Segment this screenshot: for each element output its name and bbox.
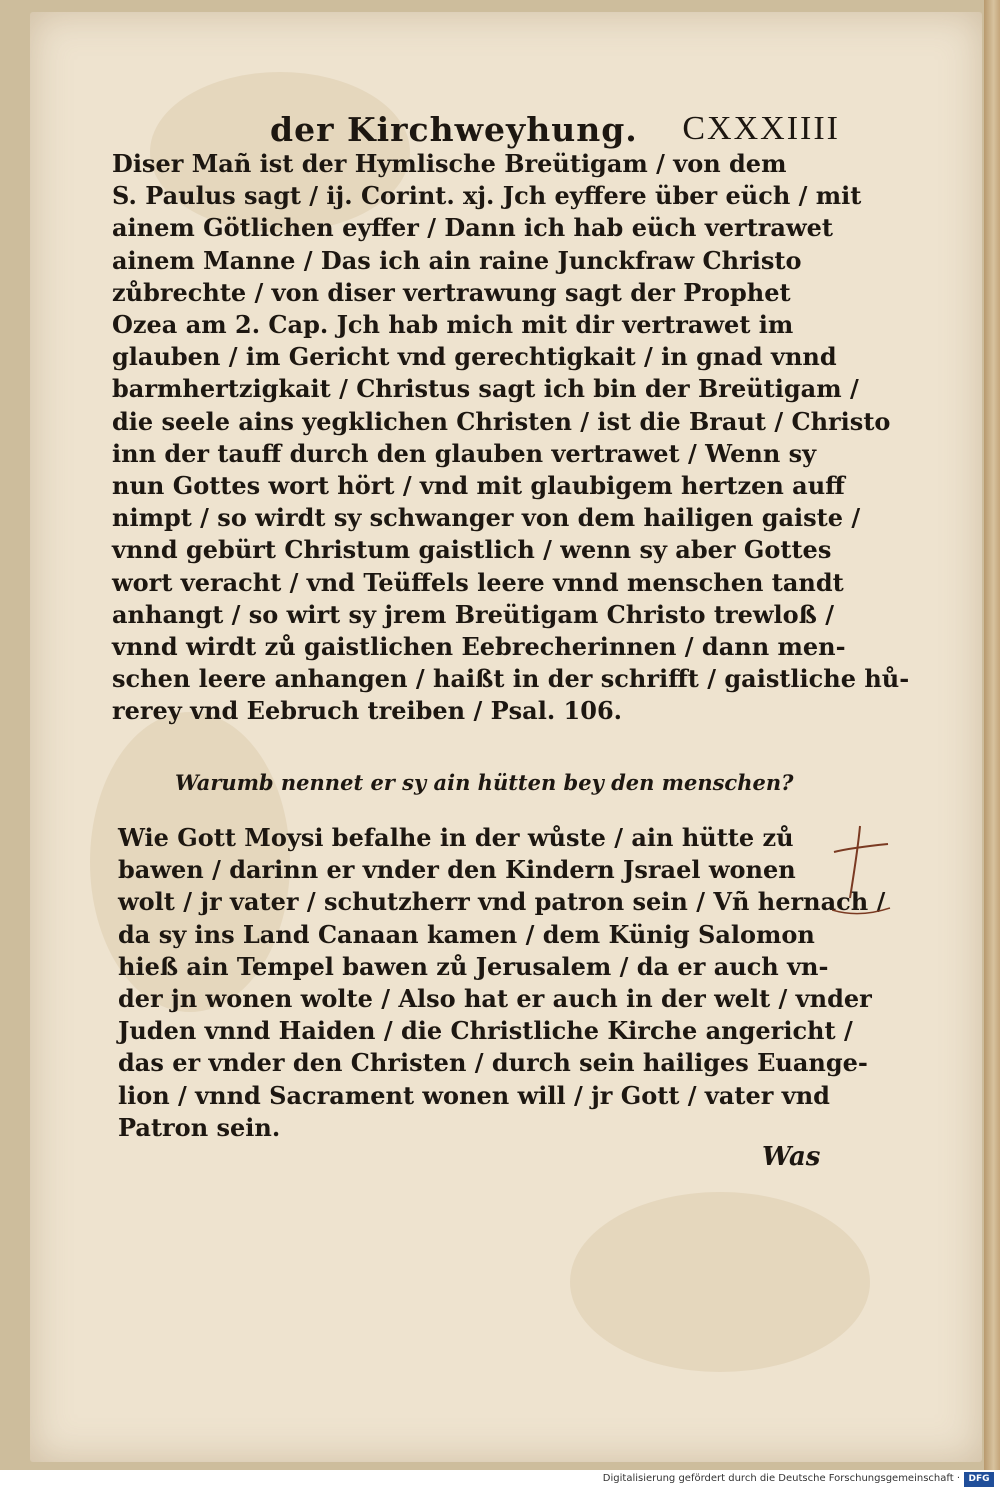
text-line: wort veracht / vnd Teüffels leere vnnd menschen tandt (112, 567, 844, 597)
text-line: barmhertzigkait / Christus sagt ich bin der Breütigam / (112, 374, 859, 404)
text-line: lion / vnnd Sacrament wonen will / jr Gott / vater vnd (118, 1080, 830, 1110)
section-heading: Warumb nennet er sy ain hütten bey den menschen? (175, 770, 794, 795)
text-line: ainem Götlichen eyffer / Dann ich hab eüch vertrawet (112, 213, 833, 243)
text-line: anhangt / so wirt sy jrem Breütigam Christo trewloß / (112, 599, 835, 629)
text-line: Juden vnnd Haiden / die Christliche Kirche angericht / (118, 1016, 853, 1046)
text-line: Ozea am 2. Cap. Jch hab mich mit dir vertrawet im (112, 310, 794, 340)
text-line: der jn wonen wolte / Also hat er auch in der welt / vnder (118, 984, 872, 1014)
text-line: inn der tauff durch den glauben vertrawet / Wenn sy (112, 438, 817, 468)
text-line: da sy ins Land Canaan kamen / dem Künig Salomon (118, 919, 815, 949)
funding-credit: Digitalisierung gefördert durch die Deutsche Forschungsgemeinschaft · (602, 1473, 960, 1484)
text-line: nimpt / so wirdt sy schwanger von dem hailigen gaiste / (112, 503, 861, 533)
text-line: nun Gottes wort hört / vnd mit glaubigem hertzen auff (112, 471, 845, 501)
text-line: wolt / jr vater / schutzherr vnd patron sein / Vñ hernach / (118, 887, 886, 917)
text-line: vnnd wirdt zů gaistlichen Eebrecherinnen / dann men- (112, 632, 846, 662)
text-line: zůbrechte / von diser vertrawung sagt der Prophet (112, 277, 791, 307)
text-line: ainem Manne / Das ich ain raine Junckfraw Christo (112, 245, 802, 275)
text-line: schen leere anhangen / haißt in der schrifft / gaistliche hů- (112, 664, 910, 694)
paragraph-1 (112, 148, 910, 728)
text-line: die seele ains yegklichen Christen / ist die Braut / Christo (112, 406, 891, 436)
paper-stain (570, 1192, 870, 1372)
text-line: rerey vnd Eebruch treiben / Psal. 106. (112, 696, 622, 726)
text-line: Patron sein. (118, 1112, 281, 1142)
footer-bar (0, 1470, 1000, 1490)
dfg-logo: DFG (964, 1472, 994, 1487)
catchword: Was (762, 1142, 821, 1172)
running-title: der Kirchweyhung. (270, 110, 638, 149)
folio-number: CXXXIIII (682, 110, 840, 147)
page-header (270, 110, 840, 150)
text-line: bawen / darinn er vnder den Kindern Jsrael wonen (118, 855, 796, 885)
book-spine (984, 0, 1000, 1470)
text-line: Diser Mañ ist der Hymlische Breütigam / von dem (112, 149, 787, 178)
text-line: Wie Gott Moysi befalhe in der wůste / ain hütte zů (118, 823, 794, 852)
handwritten-mark (832, 818, 892, 918)
text-line: S. Paulus sagt / ij. Corint. xj. Jch eyffere über eüch / mit (112, 181, 862, 211)
text-line: das er vnder den Christen / durch sein hailiges Euange- (118, 1048, 868, 1078)
paragraph-2 (118, 822, 886, 1144)
text-line: hieß ain Tempel bawen zů Jerusalem / da er auch vn- (118, 951, 829, 981)
text-line: glauben / im Gericht vnd gerechtigkait / in gnad vnnd (112, 342, 837, 372)
text-line: vnnd gebürt Christum gaistlich / wenn sy aber Gottes (112, 535, 832, 565)
